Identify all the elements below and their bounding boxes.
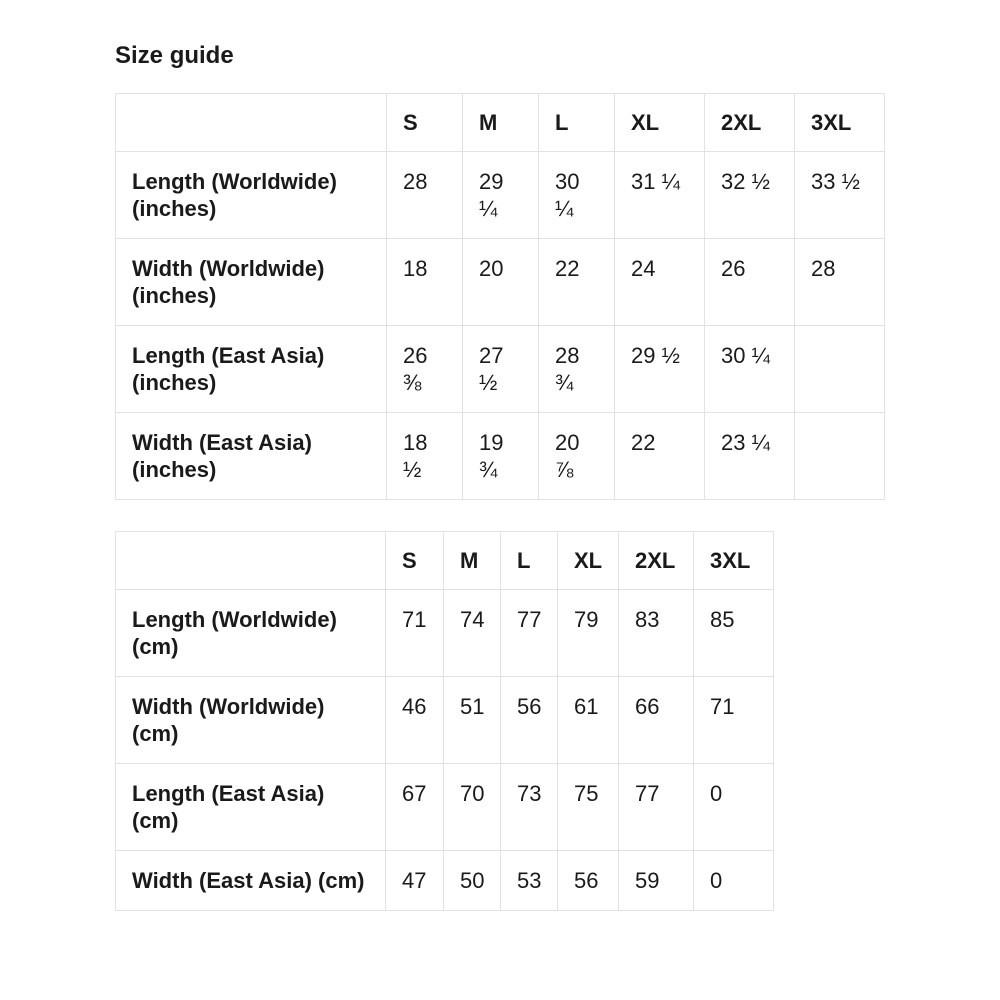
size-value-cell: 74: [444, 590, 501, 677]
size-value-cell: 30 ¼: [705, 326, 795, 413]
size-value-cell: 73: [501, 764, 558, 851]
size-value-cell: 18 ½: [387, 413, 463, 500]
size-value-cell: 23 ¼: [705, 413, 795, 500]
row-label: Length (Worldwide) (inches): [116, 152, 387, 239]
size-table-cm: [115, 531, 774, 911]
size-column-header: 2XL: [705, 94, 795, 152]
corner-cell: [116, 94, 387, 152]
size-value-cell: 71: [694, 677, 774, 764]
size-value-cell: 26 ⅜: [387, 326, 463, 413]
header-row: [116, 532, 774, 590]
size-value-cell: 18: [387, 239, 463, 326]
size-column-header: 2XL: [619, 532, 694, 590]
size-value-cell: 56: [501, 677, 558, 764]
size-value-cell: 53: [501, 851, 558, 911]
size-value-cell: 79: [558, 590, 619, 677]
row-label: Width (Worldwide) (inches): [116, 239, 387, 326]
size-value-cell: 22: [615, 413, 705, 500]
table-row: [116, 239, 885, 326]
size-value-cell: 71: [386, 590, 444, 677]
size-value-cell: 24: [615, 239, 705, 326]
size-value-cell: 59: [619, 851, 694, 911]
table-row: [116, 851, 774, 911]
table-row: [116, 413, 885, 500]
table-row: [116, 326, 885, 413]
size-value-cell: 26: [705, 239, 795, 326]
size-value-cell: 19 ¾: [463, 413, 539, 500]
size-value-cell: 77: [501, 590, 558, 677]
size-value-cell: 0: [694, 851, 774, 911]
size-table-inches: [115, 93, 885, 500]
size-value-cell: 70: [444, 764, 501, 851]
size-value-cell: 27 ½: [463, 326, 539, 413]
size-column-header: XL: [615, 94, 705, 152]
size-value-cell: 46: [386, 677, 444, 764]
size-value-cell: 29 ¼: [463, 152, 539, 239]
size-value-cell: 29 ½: [615, 326, 705, 413]
size-value-cell: 31 ¼: [615, 152, 705, 239]
size-column-header: XL: [558, 532, 619, 590]
size-column-header: M: [463, 94, 539, 152]
size-value-cell: 61: [558, 677, 619, 764]
corner-cell: [116, 532, 386, 590]
size-column-header: 3XL: [694, 532, 774, 590]
size-value-cell: 67: [386, 764, 444, 851]
size-value-cell: 51: [444, 677, 501, 764]
size-value-cell: 66: [619, 677, 694, 764]
size-value-cell: 75: [558, 764, 619, 851]
row-label: Width (Worldwide) (cm): [116, 677, 386, 764]
table-row: [116, 590, 774, 677]
table-row: [116, 152, 885, 239]
size-column-header: M: [444, 532, 501, 590]
row-label: Width (East Asia) (inches): [116, 413, 387, 500]
size-column-header: S: [387, 94, 463, 152]
row-label: Length (East Asia) (cm): [116, 764, 386, 851]
size-value-cell: 28: [387, 152, 463, 239]
size-column-header: L: [539, 94, 615, 152]
size-value-cell: 85: [694, 590, 774, 677]
row-label: Width (East Asia) (cm): [116, 851, 386, 911]
table-row: [116, 764, 774, 851]
row-label: Length (Worldwide) (cm): [116, 590, 386, 677]
size-value-cell: 47: [386, 851, 444, 911]
size-value-cell: 83: [619, 590, 694, 677]
size-column-header: L: [501, 532, 558, 590]
size-value-cell: 20: [463, 239, 539, 326]
header-row: [116, 94, 885, 152]
size-value-cell: 22: [539, 239, 615, 326]
size-value-cell: 77: [619, 764, 694, 851]
size-value-cell: 28: [795, 239, 885, 326]
size-value-cell: 30 ¼: [539, 152, 615, 239]
size-column-header: S: [386, 532, 444, 590]
table-row: [116, 677, 774, 764]
size-value-cell: 50: [444, 851, 501, 911]
size-value-cell: [795, 413, 885, 500]
size-value-cell: 28 ¾: [539, 326, 615, 413]
size-column-header: 3XL: [795, 94, 885, 152]
row-label: Length (East Asia) (inches): [116, 326, 387, 413]
size-value-cell: 56: [558, 851, 619, 911]
size-value-cell: 33 ½: [795, 152, 885, 239]
size-value-cell: 0: [694, 764, 774, 851]
size-value-cell: [795, 326, 885, 413]
size-value-cell: 20 ⅞: [539, 413, 615, 500]
page-title: Size guide: [115, 42, 234, 69]
size-value-cell: 32 ½: [705, 152, 795, 239]
